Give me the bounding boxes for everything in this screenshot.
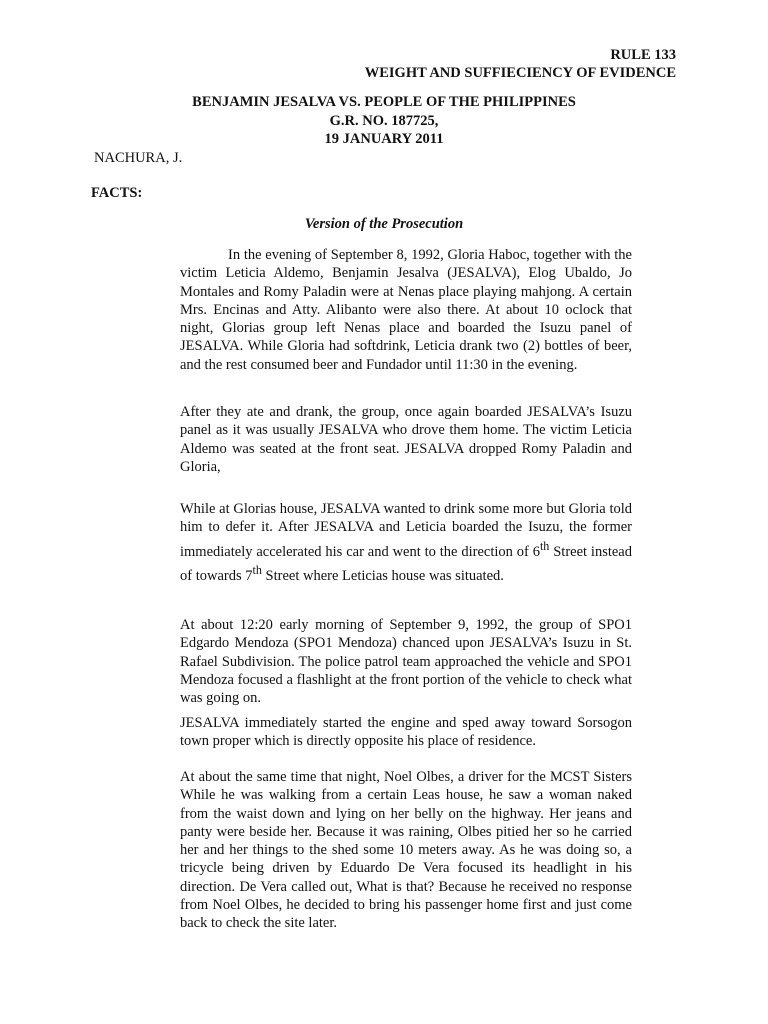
rule-title: WEIGHT AND SUFFIECIENCY OF EVIDENCE — [364, 65, 676, 81]
superscript-th: th — [539, 538, 550, 553]
facts-paragraph-3 — [180, 500, 632, 585]
facts-paragraph-6: At about the same time that night, Noel Olbes, a driver for the MCST Sisters While he was walking from a certain Leas house, he saw a woman naked from the waist down and lying on her belly on the highway. Her jeans and panty were beside her. Because it was raining, Olbes pitied her so he carried her and her things to the shed some 10 meters away. As he was doing so, a tricycle being driven by Eduardo De Vera focused its headlight in his direction. De Vera called out, What is that? Because he received no response from Noel Olbes, he decided to bring his passenger home first and just come back to check the site later. — [180, 769, 632, 932]
case-date: 19 JANUARY 2011 — [324, 131, 444, 147]
facts-paragraph-4: At about 12:20 early morning of September 9, 1992, the group of SPO1 Edgardo Mendoza (SPO1 Mendoza) chanced upon JESALVA’s Isuzu in St. Rafael Subdivision. The police patrol team approached the vehicle and SPO1 Mendoza focused a flashlight at the front portion of the vehicle to check what was going on. — [180, 617, 632, 707]
facts-paragraph-1: In the evening of September 8, 1992, Gloria Haboc, together with the victim Leticia Aldemo, Benjamin Jesalva (JESALVA), Elog Ubaldo, Jo Montales and Romy Paladin were at Nenas place playing mahjong. A certain Mrs. Encinas and Atty. Alibanto were also there. At about 10 oclock that night, Glorias group left Nenas place and boarded the Isuzu panel of JESALVA. While Gloria had softdrink, Leticia drank two (2) bottles of beer, and the rest consumed beer and Fundador until 11:30 in the evening. — [180, 247, 632, 373]
case-title: BENJAMIN JESALVA VS. PEOPLE OF THE PHILIPPINES — [192, 94, 576, 110]
facts-paragraph-5: JESALVA immediately started the engine and sped away toward Sorsogon town proper which is directly opposite his place of residence. — [180, 715, 632, 750]
rule-number: RULE 133 — [610, 47, 676, 63]
superscript-th: th — [252, 562, 262, 577]
prosecution-version-heading: Version of the Prosecution — [304, 216, 464, 232]
ponente-justice: NACHURA, J. — [94, 150, 183, 166]
paragraph-3-text-b: Street instead of towards 7 — [180, 543, 632, 584]
paragraph-3-text-c: Street where Leticias house was situated. — [261, 567, 504, 584]
case-gr-number: G.R. NO. 187725, — [329, 113, 439, 129]
paragraph-3-text-a: While at Glorias house, JESALVA wanted to drink some more but Gloria told him to defer it. After JESALVA and Leticia boarded the Isuzu, the former immediately accelerated his car and went to the direction of 6 — [180, 501, 632, 560]
facts-heading: FACTS: — [91, 185, 143, 201]
facts-paragraph-2: After they ate and drank, the group, once again boarded JESALVA’s Isuzu panel as it was usually JESALVA who drove them home. The victim Leticia Aldemo was seated at the front seat. JESALVA dropped Romy Paladin and Gloria, — [180, 404, 632, 475]
